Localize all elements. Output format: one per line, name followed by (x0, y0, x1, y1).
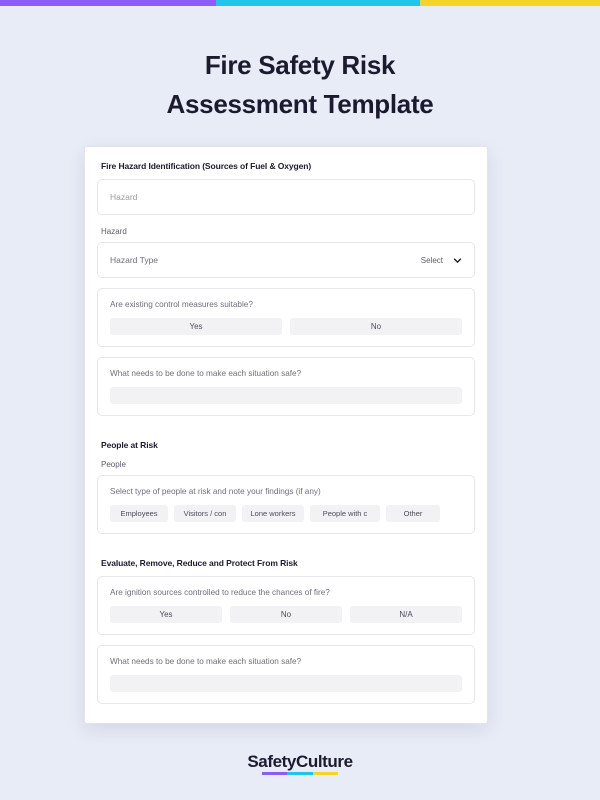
control-option-yes[interactable]: Yes (110, 318, 282, 335)
ignition-option-yes[interactable]: Yes (110, 606, 222, 623)
section-heading-fire-hazard: Fire Hazard Identification (Sources of Fuel & Oxygen) (101, 161, 312, 171)
action-question-2: What needs to be done to make each situation safe? (110, 657, 302, 666)
people-at-risk-question: Select type of people at risk and note your findings (if any) (110, 487, 321, 496)
document-preview[interactable] (84, 146, 488, 724)
action-question-1: What needs to be done to make each situation safe? (110, 369, 302, 378)
control-measures-card[interactable] (97, 288, 475, 347)
hazard-type-card[interactable] (97, 242, 475, 278)
hazard-label: Hazard (101, 227, 127, 236)
people-label: People (101, 460, 126, 469)
safetyculture-logo (247, 752, 352, 772)
action-input-2[interactable] (110, 675, 462, 692)
ignition-sources-card[interactable] (97, 576, 475, 635)
section-heading-people-at-risk: People at Risk (101, 440, 158, 450)
ignition-option-na[interactable]: N/A (350, 606, 462, 623)
logo-underline (262, 772, 338, 775)
control-option-no[interactable]: No (290, 318, 462, 335)
action-card-1[interactable] (97, 357, 475, 416)
hazard-input-card[interactable] (97, 179, 475, 215)
chevron-down-icon (453, 256, 462, 265)
topbar-segment-purple (0, 0, 216, 6)
ignition-option-no[interactable]: No (230, 606, 342, 623)
top-color-bar (0, 0, 600, 6)
people-chip-visitors[interactable]: Visitors / con (174, 505, 236, 522)
topbar-segment-cyan (216, 0, 420, 6)
ignition-sources-question: Are ignition sources controlled to reduce the chances of fire? (110, 588, 330, 597)
people-chip-lone-workers[interactable]: Lone workers (242, 505, 304, 522)
page-title-line1: Fire Safety Risk (204, 50, 396, 80)
action-input-1[interactable] (110, 387, 462, 404)
page-title-line2: Assessment Template (166, 89, 434, 119)
section-heading-evaluate-risk: Evaluate, Remove, Reduce and Protect From Risk (101, 558, 298, 568)
action-card-2[interactable] (97, 645, 475, 704)
logo-text-safety: Safety (247, 752, 296, 771)
topbar-segment-yellow (420, 0, 600, 6)
people-chip-employees[interactable]: Employees (110, 505, 168, 522)
people-chip-other[interactable]: Other (386, 505, 440, 522)
people-at-risk-card[interactable] (97, 475, 475, 534)
page-title (0, 46, 600, 124)
control-measures-question: Are existing control measures suitable? (110, 300, 253, 309)
hazard-type-selected-value: Select (420, 255, 443, 265)
footer (0, 752, 600, 772)
hazard-type-label: Hazard Type (110, 255, 159, 265)
logo-text-culture: Culture (295, 752, 353, 771)
people-chip-people-with-disabilities[interactable]: People with c (310, 505, 380, 522)
hazard-input[interactable]: Hazard (110, 192, 138, 202)
hazard-type-select[interactable] (421, 256, 462, 265)
